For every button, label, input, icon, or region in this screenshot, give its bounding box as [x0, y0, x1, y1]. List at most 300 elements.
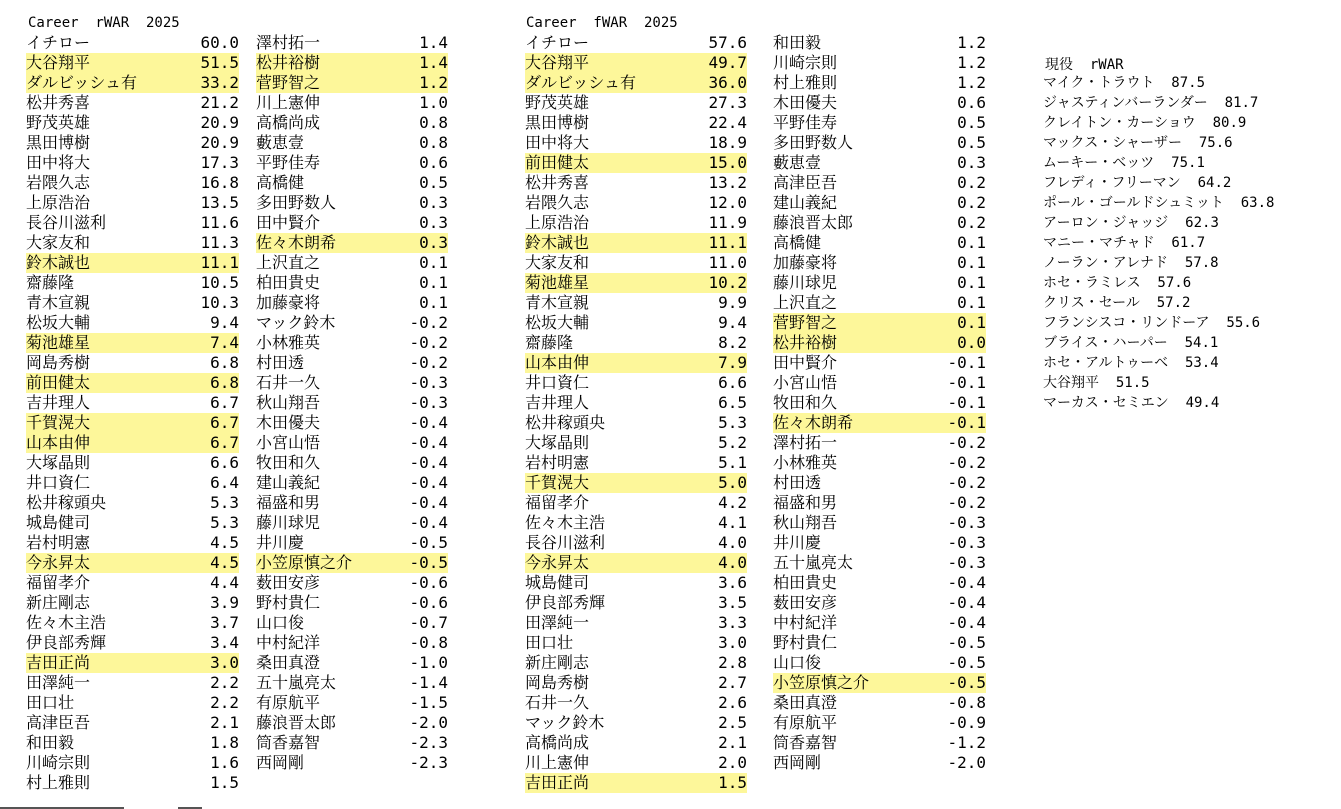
player-row	[26, 433, 239, 453]
player-name: 村田透	[773, 473, 822, 492]
player-name: 佐々木朗希	[256, 233, 337, 252]
war-value: 51.5	[200, 53, 239, 72]
player-row	[525, 613, 747, 633]
rwar-title: Career rWAR 2025	[28, 15, 180, 31]
war-value: -0.6	[409, 573, 448, 592]
player-row	[26, 253, 239, 273]
player-name: 伊良部秀輝	[26, 633, 107, 652]
active-player-row: マックス・シャーザー 75.6	[1043, 135, 1233, 151]
player-name: 牧田和久	[773, 393, 838, 412]
player-name: 青木宣親	[525, 293, 590, 312]
player-row	[256, 213, 448, 233]
player-name: マック鈴木	[256, 313, 336, 332]
player-name: 野村貴仁	[773, 633, 838, 652]
war-value: 2.8	[718, 653, 747, 672]
player-row	[525, 513, 747, 533]
player-row	[256, 533, 448, 553]
war-value: 1.2	[957, 33, 986, 52]
player-row	[256, 513, 448, 533]
active-player-row: 大谷翔平 51.5	[1043, 375, 1150, 391]
war-value: 6.4	[210, 473, 239, 492]
player-name: 福留孝介	[26, 573, 91, 592]
war-value: -2.3	[409, 733, 448, 752]
war-value: 2.1	[718, 733, 747, 752]
player-row	[256, 113, 448, 133]
player-row	[256, 413, 448, 433]
player-row	[773, 233, 986, 253]
war-value: 17.3	[200, 153, 239, 172]
war-value: 11.0	[708, 253, 747, 272]
player-row	[525, 353, 747, 373]
player-name: 岡島秀樹	[525, 673, 590, 692]
war-value: 3.6	[718, 573, 747, 592]
player-row	[773, 293, 986, 313]
player-row	[256, 493, 448, 513]
player-name: 山本由伸	[26, 433, 91, 452]
war-value: 0.8	[419, 133, 448, 152]
war-value: 57.6	[708, 33, 747, 52]
war-value: 16.8	[200, 173, 239, 192]
war-value: 7.4	[210, 333, 239, 352]
player-row	[256, 453, 448, 473]
player-row	[256, 193, 448, 213]
war-value: 0.6	[419, 153, 448, 172]
player-name: 小笠原慎之介	[773, 673, 870, 692]
player-name: 川崎宗則	[26, 753, 91, 772]
player-row	[256, 153, 448, 173]
player-name: 高橋健	[256, 173, 305, 192]
player-name: 福留孝介	[525, 493, 590, 512]
war-value: -0.3	[947, 513, 986, 532]
player-name: 澤村拓一	[773, 433, 838, 452]
war-value: -0.6	[409, 593, 448, 612]
player-name: 建山義紀	[256, 473, 321, 492]
player-name: 大家友和	[525, 253, 590, 272]
active-rwar-list	[1043, 73, 1274, 413]
player-name: 岩村明憲	[26, 533, 91, 552]
active-rwar-title: 現役 rWAR	[1045, 57, 1124, 73]
player-row	[773, 253, 986, 273]
player-row	[256, 393, 448, 413]
war-value: 0.8	[419, 113, 448, 132]
player-row	[773, 93, 986, 113]
player-name: 澤村拓一	[256, 33, 321, 52]
war-value: 1.2	[957, 53, 986, 72]
player-name: 和田毅	[773, 33, 822, 52]
player-row	[773, 173, 986, 193]
war-value: 6.7	[210, 393, 239, 412]
active-player-row: マイク・トラウト 87.5	[1043, 75, 1206, 91]
player-row	[773, 113, 986, 133]
player-row	[256, 313, 448, 333]
war-value: 9.4	[718, 313, 747, 332]
war-value: -0.1	[947, 373, 986, 392]
player-row	[525, 713, 747, 733]
player-row	[525, 693, 747, 713]
rwar-left-column	[26, 33, 239, 793]
player-name: 藤川球児	[773, 273, 838, 292]
player-name: 今永昇太	[525, 553, 590, 572]
war-value: -0.7	[409, 613, 448, 632]
war-value: -0.5	[409, 533, 448, 552]
player-name: 中村紀洋	[773, 613, 838, 632]
player-row	[773, 533, 986, 553]
war-value: 5.1	[718, 453, 747, 472]
war-value: -0.5	[947, 673, 986, 692]
war-value: 0.5	[957, 133, 986, 152]
war-value: 10.3	[200, 293, 239, 312]
player-row	[525, 213, 747, 233]
player-row	[26, 413, 239, 433]
player-name: 大谷翔平	[525, 53, 590, 72]
player-row	[773, 413, 986, 433]
player-row	[26, 53, 239, 73]
active-player-row: ムーキー・ベッツ 75.1	[1043, 155, 1205, 171]
player-name: 野茂英雄	[26, 113, 91, 132]
player-name: 田中賢介	[773, 353, 838, 372]
player-row	[26, 513, 239, 533]
player-name: 藪恵壹	[773, 153, 822, 172]
player-row	[525, 553, 747, 573]
active-player-row: ノーラン・アレナド 57.8	[1043, 255, 1219, 271]
player-row	[26, 533, 239, 553]
player-name: 小宮山悟	[773, 373, 838, 392]
war-value: 0.1	[419, 253, 448, 272]
player-name: 田中将大	[26, 153, 91, 172]
player-row	[256, 33, 448, 53]
war-value: -0.1	[947, 393, 986, 412]
player-name: 松井稼頭央	[525, 413, 606, 432]
player-row	[26, 333, 239, 353]
player-row	[256, 653, 448, 673]
player-row	[525, 653, 747, 673]
war-value: 22.4	[708, 113, 747, 132]
player-row	[256, 733, 448, 753]
player-name: 村上雅則	[26, 773, 91, 792]
player-name: 多田野数人	[773, 133, 854, 152]
war-value: -0.3	[409, 393, 448, 412]
player-name: 牧田和久	[256, 453, 321, 472]
player-row	[525, 473, 747, 493]
player-name: 田口壮	[26, 693, 75, 712]
player-row	[26, 373, 239, 393]
player-name: 岩村明憲	[525, 453, 590, 472]
player-name: 藤浪晋太郎	[256, 713, 337, 732]
war-value: -0.2	[409, 353, 448, 372]
war-value: -0.8	[409, 633, 448, 652]
player-name: 岩隈久志	[525, 193, 590, 212]
player-row	[773, 753, 986, 773]
player-name: 平野佳寿	[773, 113, 838, 132]
player-name: 村田透	[256, 353, 305, 372]
war-value: 11.1	[200, 253, 239, 272]
player-row	[525, 73, 747, 93]
player-name: 佐々木主浩	[26, 613, 107, 632]
player-name: 小宮山悟	[256, 433, 321, 452]
player-row	[525, 413, 747, 433]
player-name: 大塚晶則	[525, 433, 590, 452]
active-player-row: ブライス・ハーパー 54.1	[1043, 335, 1219, 351]
player-row	[26, 33, 239, 53]
war-value: 11.1	[708, 233, 747, 252]
player-name: 松坂大輔	[26, 313, 91, 332]
active-player-row: マニー・マチャド 61.7	[1043, 235, 1206, 251]
war-value: 0.1	[957, 253, 986, 272]
war-value: 33.2	[200, 73, 239, 92]
war-value: -0.2	[947, 453, 986, 472]
war-value: -0.5	[947, 633, 986, 652]
war-value: 7.9	[718, 353, 747, 372]
player-row	[525, 253, 747, 273]
war-value: 3.3	[718, 613, 747, 632]
player-row	[773, 693, 986, 713]
player-row	[773, 33, 986, 53]
war-value: 1.2	[419, 73, 448, 92]
war-value: -0.4	[409, 413, 448, 432]
war-value: 6.6	[718, 373, 747, 392]
active-player-row: フレディ・フリーマン 64.2	[1043, 175, 1232, 191]
player-row	[773, 313, 986, 333]
war-value: 9.9	[718, 293, 747, 312]
player-row	[773, 133, 986, 153]
player-name: 松井稼頭央	[26, 493, 107, 512]
player-name: マック鈴木	[525, 713, 605, 732]
war-value: 0.2	[957, 213, 986, 232]
player-row	[256, 593, 448, 613]
war-value: 4.0	[718, 533, 747, 552]
player-name: 田中賢介	[256, 213, 321, 232]
war-value: -0.4	[409, 453, 448, 472]
player-name: 松井裕樹	[256, 53, 321, 72]
fwar-left-column	[525, 33, 747, 793]
war-value: 21.2	[200, 93, 239, 112]
war-value: 12.0	[708, 193, 747, 212]
player-row	[26, 553, 239, 573]
player-row	[256, 573, 448, 593]
war-value: 2.0	[718, 753, 747, 772]
player-row	[525, 633, 747, 653]
active-player-row: ジャスティンバーランダー 81.7	[1043, 95, 1259, 111]
player-name: 城島健司	[26, 513, 91, 532]
war-value: -0.2	[947, 493, 986, 512]
player-name: 福盛和男	[256, 493, 321, 512]
player-name: 野村貴仁	[256, 593, 321, 612]
war-value: 2.2	[210, 673, 239, 692]
player-row	[773, 273, 986, 293]
war-value: 20.9	[200, 133, 239, 152]
player-name: 西岡剛	[256, 753, 305, 772]
player-name: 井川慶	[773, 533, 822, 552]
player-row	[256, 253, 448, 273]
player-row	[525, 153, 747, 173]
active-player-row: ポール・ゴールドシュミット 63.8	[1043, 195, 1275, 211]
war-value: 2.6	[718, 693, 747, 712]
war-value: 1.5	[210, 773, 239, 792]
player-row	[525, 313, 747, 333]
war-value: 6.8	[210, 373, 239, 392]
war-value: -0.2	[409, 313, 448, 332]
player-name: 菊池雄星	[525, 273, 590, 292]
active-player-row: ホセ・アルトゥーベ 53.4	[1043, 355, 1219, 371]
player-name: 吉井理人	[525, 393, 590, 412]
player-row	[26, 673, 239, 693]
player-name: 上原浩治	[26, 193, 91, 212]
player-name: 千賀滉大	[525, 473, 590, 492]
player-row	[525, 753, 747, 773]
war-value: -0.4	[409, 513, 448, 532]
war-value: -0.8	[947, 693, 986, 712]
war-value: 5.0	[718, 473, 747, 492]
war-value: -0.4	[409, 473, 448, 492]
war-value: 0.1	[957, 273, 986, 292]
player-row	[525, 173, 747, 193]
war-value: 8.2	[718, 333, 747, 352]
player-name: 松井秀喜	[26, 93, 91, 112]
player-name: 山口俊	[256, 613, 305, 632]
war-value: 5.3	[210, 513, 239, 532]
player-name: 井口資仁	[525, 373, 590, 392]
player-name: 松井秀喜	[525, 173, 590, 192]
player-row	[256, 293, 448, 313]
player-row	[525, 33, 747, 53]
player-row	[256, 753, 448, 773]
player-row	[525, 113, 747, 133]
player-name: 小林雅英	[773, 453, 838, 472]
player-name: 松坂大輔	[525, 313, 590, 332]
war-value: -0.2	[947, 433, 986, 452]
war-value: 4.2	[718, 493, 747, 512]
player-row	[256, 553, 448, 573]
player-row	[26, 653, 239, 673]
war-value: 4.0	[718, 553, 747, 572]
player-row	[26, 753, 239, 773]
active-player-row: フランシスコ・リンドーア 55.6	[1043, 315, 1261, 331]
player-row	[26, 93, 239, 113]
player-name: 高橋尚成	[525, 733, 590, 752]
war-value: 1.6	[210, 753, 239, 772]
player-name: 柏田貴史	[256, 273, 321, 292]
war-value: 3.4	[210, 633, 239, 652]
war-value: 11.3	[200, 233, 239, 252]
war-value: 3.0	[210, 653, 239, 672]
war-value: 2.1	[210, 713, 239, 732]
player-name: 秋山翔吾	[773, 513, 838, 532]
player-name: 菅野智之	[256, 73, 321, 92]
war-value: 1.4	[419, 33, 448, 52]
war-value: -1.2	[947, 733, 986, 752]
player-name: 秋山翔吾	[256, 393, 321, 412]
player-name: ダルビッシュ有	[525, 73, 637, 92]
war-value: 5.3	[210, 493, 239, 512]
player-row	[525, 493, 747, 513]
war-value: 2.2	[210, 693, 239, 712]
player-row	[26, 273, 239, 293]
player-name: 上沢直之	[773, 293, 838, 312]
war-value: -1.5	[409, 693, 448, 712]
player-name: 建山義紀	[773, 193, 838, 212]
player-row	[256, 353, 448, 373]
war-value: 5.3	[718, 413, 747, 432]
player-name: 黒田博樹	[525, 113, 590, 132]
player-name: 藤浪晋太郎	[773, 213, 854, 232]
player-row	[773, 433, 986, 453]
war-value: 0.2	[957, 173, 986, 192]
player-name: 田澤純一	[26, 673, 91, 692]
war-value: 13.5	[200, 193, 239, 212]
player-row	[773, 473, 986, 493]
war-value: -2.3	[409, 753, 448, 772]
player-name: 大塚晶則	[26, 453, 91, 472]
war-value: 4.5	[210, 553, 239, 572]
war-value: 20.9	[200, 113, 239, 132]
player-name: 吉田正尚	[26, 653, 91, 672]
player-row	[525, 733, 747, 753]
player-row	[773, 53, 986, 73]
player-row	[256, 333, 448, 353]
war-value: 0.0	[957, 333, 986, 352]
war-value: -0.2	[409, 333, 448, 352]
player-name: 鈴木誠也	[26, 253, 91, 272]
war-value: -0.9	[947, 713, 986, 732]
player-name: 高橋健	[773, 233, 822, 252]
war-value: 0.1	[957, 313, 986, 332]
player-name: 井川慶	[256, 533, 305, 552]
player-row	[26, 573, 239, 593]
player-name: 石井一久	[525, 693, 590, 712]
war-value: -2.0	[947, 753, 986, 772]
player-name: 長谷川滋利	[525, 533, 606, 552]
player-name: 岩隈久志	[26, 173, 91, 192]
player-name: 柏田貴史	[773, 573, 838, 592]
player-row	[525, 233, 747, 253]
player-row	[26, 213, 239, 233]
player-name: 桑田真澄	[256, 653, 321, 672]
player-name: 薮田安彦	[773, 593, 838, 612]
player-name: イチロー	[26, 33, 91, 52]
war-value: 10.2	[708, 273, 747, 292]
player-row	[26, 73, 239, 93]
war-value: 60.0	[200, 33, 239, 52]
war-value: 11.9	[708, 213, 747, 232]
player-name: 城島健司	[525, 573, 590, 592]
player-name: 五十嵐亮太	[256, 673, 337, 692]
player-name: 川崎宗則	[773, 53, 838, 72]
player-row	[26, 113, 239, 133]
player-name: 木田優夫	[773, 93, 838, 112]
player-row	[256, 93, 448, 113]
player-name: 新庄剛志	[26, 593, 91, 612]
player-row	[525, 133, 747, 153]
player-row	[26, 453, 239, 473]
player-row	[26, 293, 239, 313]
war-value: 0.1	[957, 293, 986, 312]
player-row	[256, 693, 448, 713]
player-name: 桑田真澄	[773, 693, 838, 712]
war-value: 0.5	[419, 173, 448, 192]
player-name: 西岡剛	[773, 753, 822, 772]
player-name: 岡島秀樹	[26, 353, 91, 372]
player-name: 有原航平	[256, 693, 321, 712]
active-player-row: マーカス・セミエン 49.4	[1043, 395, 1220, 411]
player-row	[773, 573, 986, 593]
player-name: 佐々木朗希	[773, 413, 854, 432]
player-name: 福盛和男	[773, 493, 838, 512]
war-value: 3.9	[210, 593, 239, 612]
war-value: 1.5	[718, 773, 747, 792]
player-name: 加藤豪将	[773, 253, 838, 272]
player-row	[525, 53, 747, 73]
player-row	[26, 353, 239, 373]
